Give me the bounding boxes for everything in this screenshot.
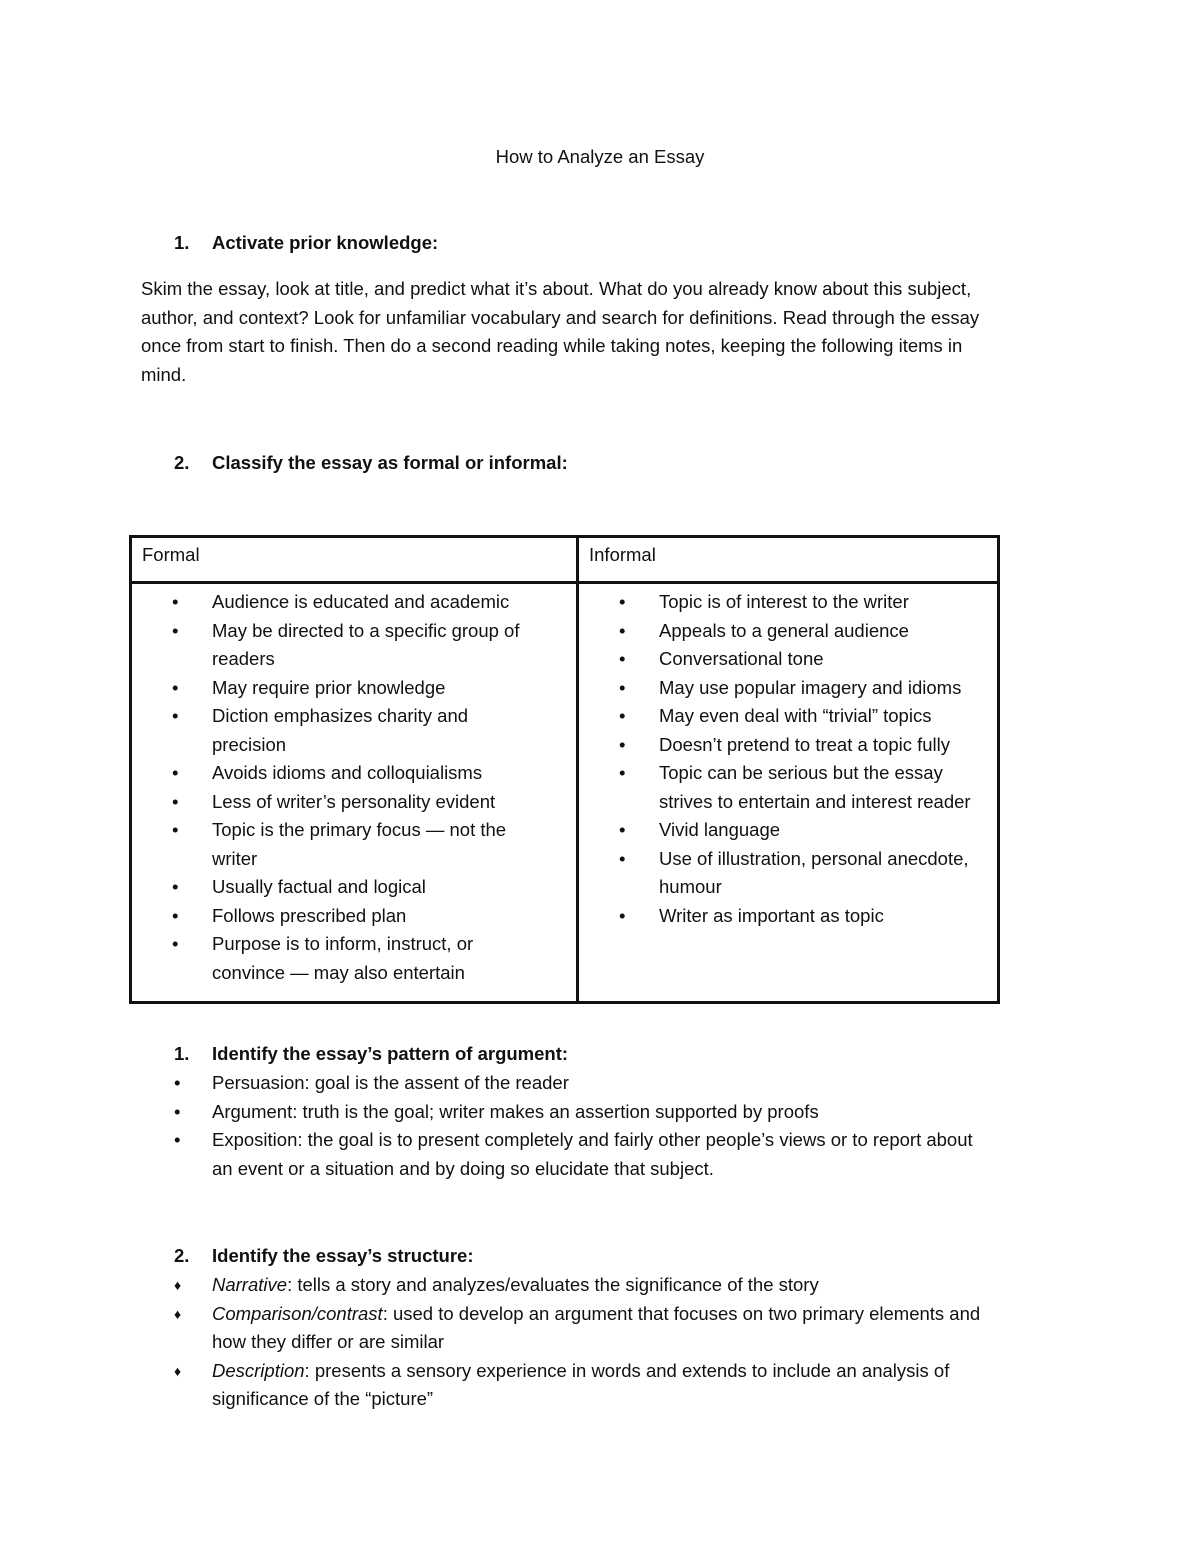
list-item [579,617,997,646]
table-header-informal: Informal [578,537,999,583]
bullet-icon: • [172,762,179,783]
list-item [579,902,997,931]
diamond-bullet-icon: ♦ [174,1362,182,1379]
bullet-icon: • [619,705,626,726]
argument-pattern-list [174,1069,1074,1183]
bullet-icon: • [172,790,179,812]
list-item-line: precision [212,733,287,755]
structure-term: Description [212,1359,305,1381]
list-item [132,788,576,817]
list-item-line: Diction emphasizes charity and [212,705,469,726]
structure-term: Comparison/contrast [212,1302,383,1324]
formal-column [131,583,578,1003]
diamond-bullet-icon: ♦ [174,1305,182,1322]
list-item [174,1300,1074,1357]
list-item-line: Use of illustration, personal anecdote, [659,847,969,869]
list-item-line: an event or a situation and by doing so elucidate that subject. [212,1157,714,1179]
informal-column [578,583,999,1003]
bullet-icon: • [619,591,626,612]
list-item-line: Follows prescribed plan [212,904,407,926]
list-item [174,1271,1074,1300]
list-item [132,759,576,788]
list-item-line: Audience is educated and academic [212,591,510,612]
list-item [132,816,576,873]
list-item [579,588,997,617]
list-item [132,873,576,902]
list-item-line: readers [212,648,275,669]
list-item-line: Topic is of interest to the writer [659,591,909,612]
bullet-icon: • [172,591,179,612]
list-item-line: Topic is the primary focus — not the [212,819,507,840]
formal-list [132,584,576,1001]
diamond-bullet-icon: ♦ [174,1277,182,1293]
list-item-line: May require prior knowledge [212,676,446,698]
section-heading-text: Activate prior knowledge: [212,232,439,253]
bullet-icon: • [619,619,626,641]
bullet-icon: • [619,847,626,869]
list-item-line: strives to entertain and interest reader [659,790,971,812]
bullet-icon: • [619,648,626,669]
structure-description: : tells a story and analyzes/evaluates the significance of the story [287,1274,819,1295]
list-item-line: May be directed to a specific group of [212,619,520,641]
list-item [174,1069,1074,1098]
list-item [579,845,997,902]
list-item-line: humour [659,876,722,897]
list-item [579,731,997,760]
list-item-line: how they differ or are similar [212,1331,445,1352]
section-heading-text: Identify the essay’s pattern of argument: [212,1043,569,1064]
list-item-line: Persuasion: goal is the assent of the reader [212,1072,569,1093]
paragraph-line: Skim the essay, look at title, and predict what it’s about. What do you already know about this subject, [141,278,972,299]
paragraph-line: once from start to finish. Then do a second reading while taking notes, keeping the following items in [141,335,963,356]
bullet-icon: • [172,904,179,926]
structure-term: Narrative [212,1274,288,1295]
list-item-line: Conversational tone [659,648,824,669]
list-item-line: Less of writer’s personality evident [212,790,496,812]
paragraph-line: mind. [141,363,187,385]
list-item [579,816,997,845]
list-item [174,1357,1074,1414]
list-item-line: Appeals to a general audience [659,619,909,641]
section-number: 2. [174,1245,190,1266]
informal-list [579,584,997,944]
list-item-line: writer [212,847,258,869]
bullet-icon: • [172,933,179,954]
section-number: 1. [174,232,190,253]
list-item-line: Vivid language [659,819,781,840]
structure-description: : presents a sensory experience in words and extends to include an analysis of [304,1359,950,1381]
list-item [132,588,576,617]
bullet-icon: • [619,762,626,783]
list-item-line: convince — may also entertain [212,961,465,983]
list-item-line: Argument: truth is the goal; writer makes an assertion supported by proofs [212,1100,819,1122]
bullet-icon: • [174,1100,181,1122]
structure-description: : used to develop an argument that focuses on two primary elements and [382,1302,981,1324]
list-item [579,645,997,674]
bullet-icon: • [172,676,179,698]
section-heading-text: Classify the essay as formal or informal: [212,452,568,473]
list-item [579,674,997,703]
intro-paragraph [141,275,1051,389]
list-item-line: significance of the “picture” [212,1388,434,1409]
paragraph-line: author, and context? Look for unfamiliar vocabulary and search for definitions. Read through the essay [141,306,980,328]
list-item-line: Doesn’t pretend to treat a topic fully [659,733,951,755]
section-number: 2. [174,452,190,473]
section-heading-text: Identify the essay’s structure: [212,1245,474,1266]
list-item-line: May even deal with “trivial” topics [659,705,932,726]
list-item-line: Writer as important as topic [659,904,884,926]
bullet-icon: • [619,904,626,926]
section-number: 1. [174,1043,190,1064]
list-item [174,1098,1074,1127]
list-item [132,674,576,703]
bullet-icon: • [619,676,626,698]
bullet-icon: • [619,733,626,755]
list-item-line: Avoids idioms and colloquialisms [212,762,483,783]
list-item [132,902,576,931]
list-item-line: Topic can be serious but the essay [659,762,943,783]
list-item [174,1126,1074,1183]
table-header-formal: Formal [131,537,578,583]
bullet-icon: • [619,819,626,840]
list-item-line: Usually factual and logical [212,876,426,897]
bullet-icon: • [172,819,179,840]
list-item [579,702,997,731]
list-item-line [212,1271,1074,1300]
bullet-icon: • [174,1129,181,1150]
list-item [132,930,576,987]
list-item [132,702,576,759]
page-title: How to Analyze an Essay [495,146,705,167]
list-item-line: Exposition: the goal is to present completely and fairly other people’s views or to report about [212,1129,973,1150]
list-item-line: May use popular imagery and idioms [659,676,962,698]
list-item-line [212,1357,1074,1386]
list-item-line [212,1300,1074,1329]
list-item-line: Purpose is to inform, instruct, or [212,933,474,954]
list-item [579,759,997,816]
bullet-icon: • [172,876,179,897]
bullet-icon: • [172,705,179,726]
list-item [132,617,576,674]
bullet-icon: • [172,619,179,641]
formal-informal-table [129,535,1000,1004]
structure-list [174,1271,1074,1414]
bullet-icon: • [174,1072,181,1093]
